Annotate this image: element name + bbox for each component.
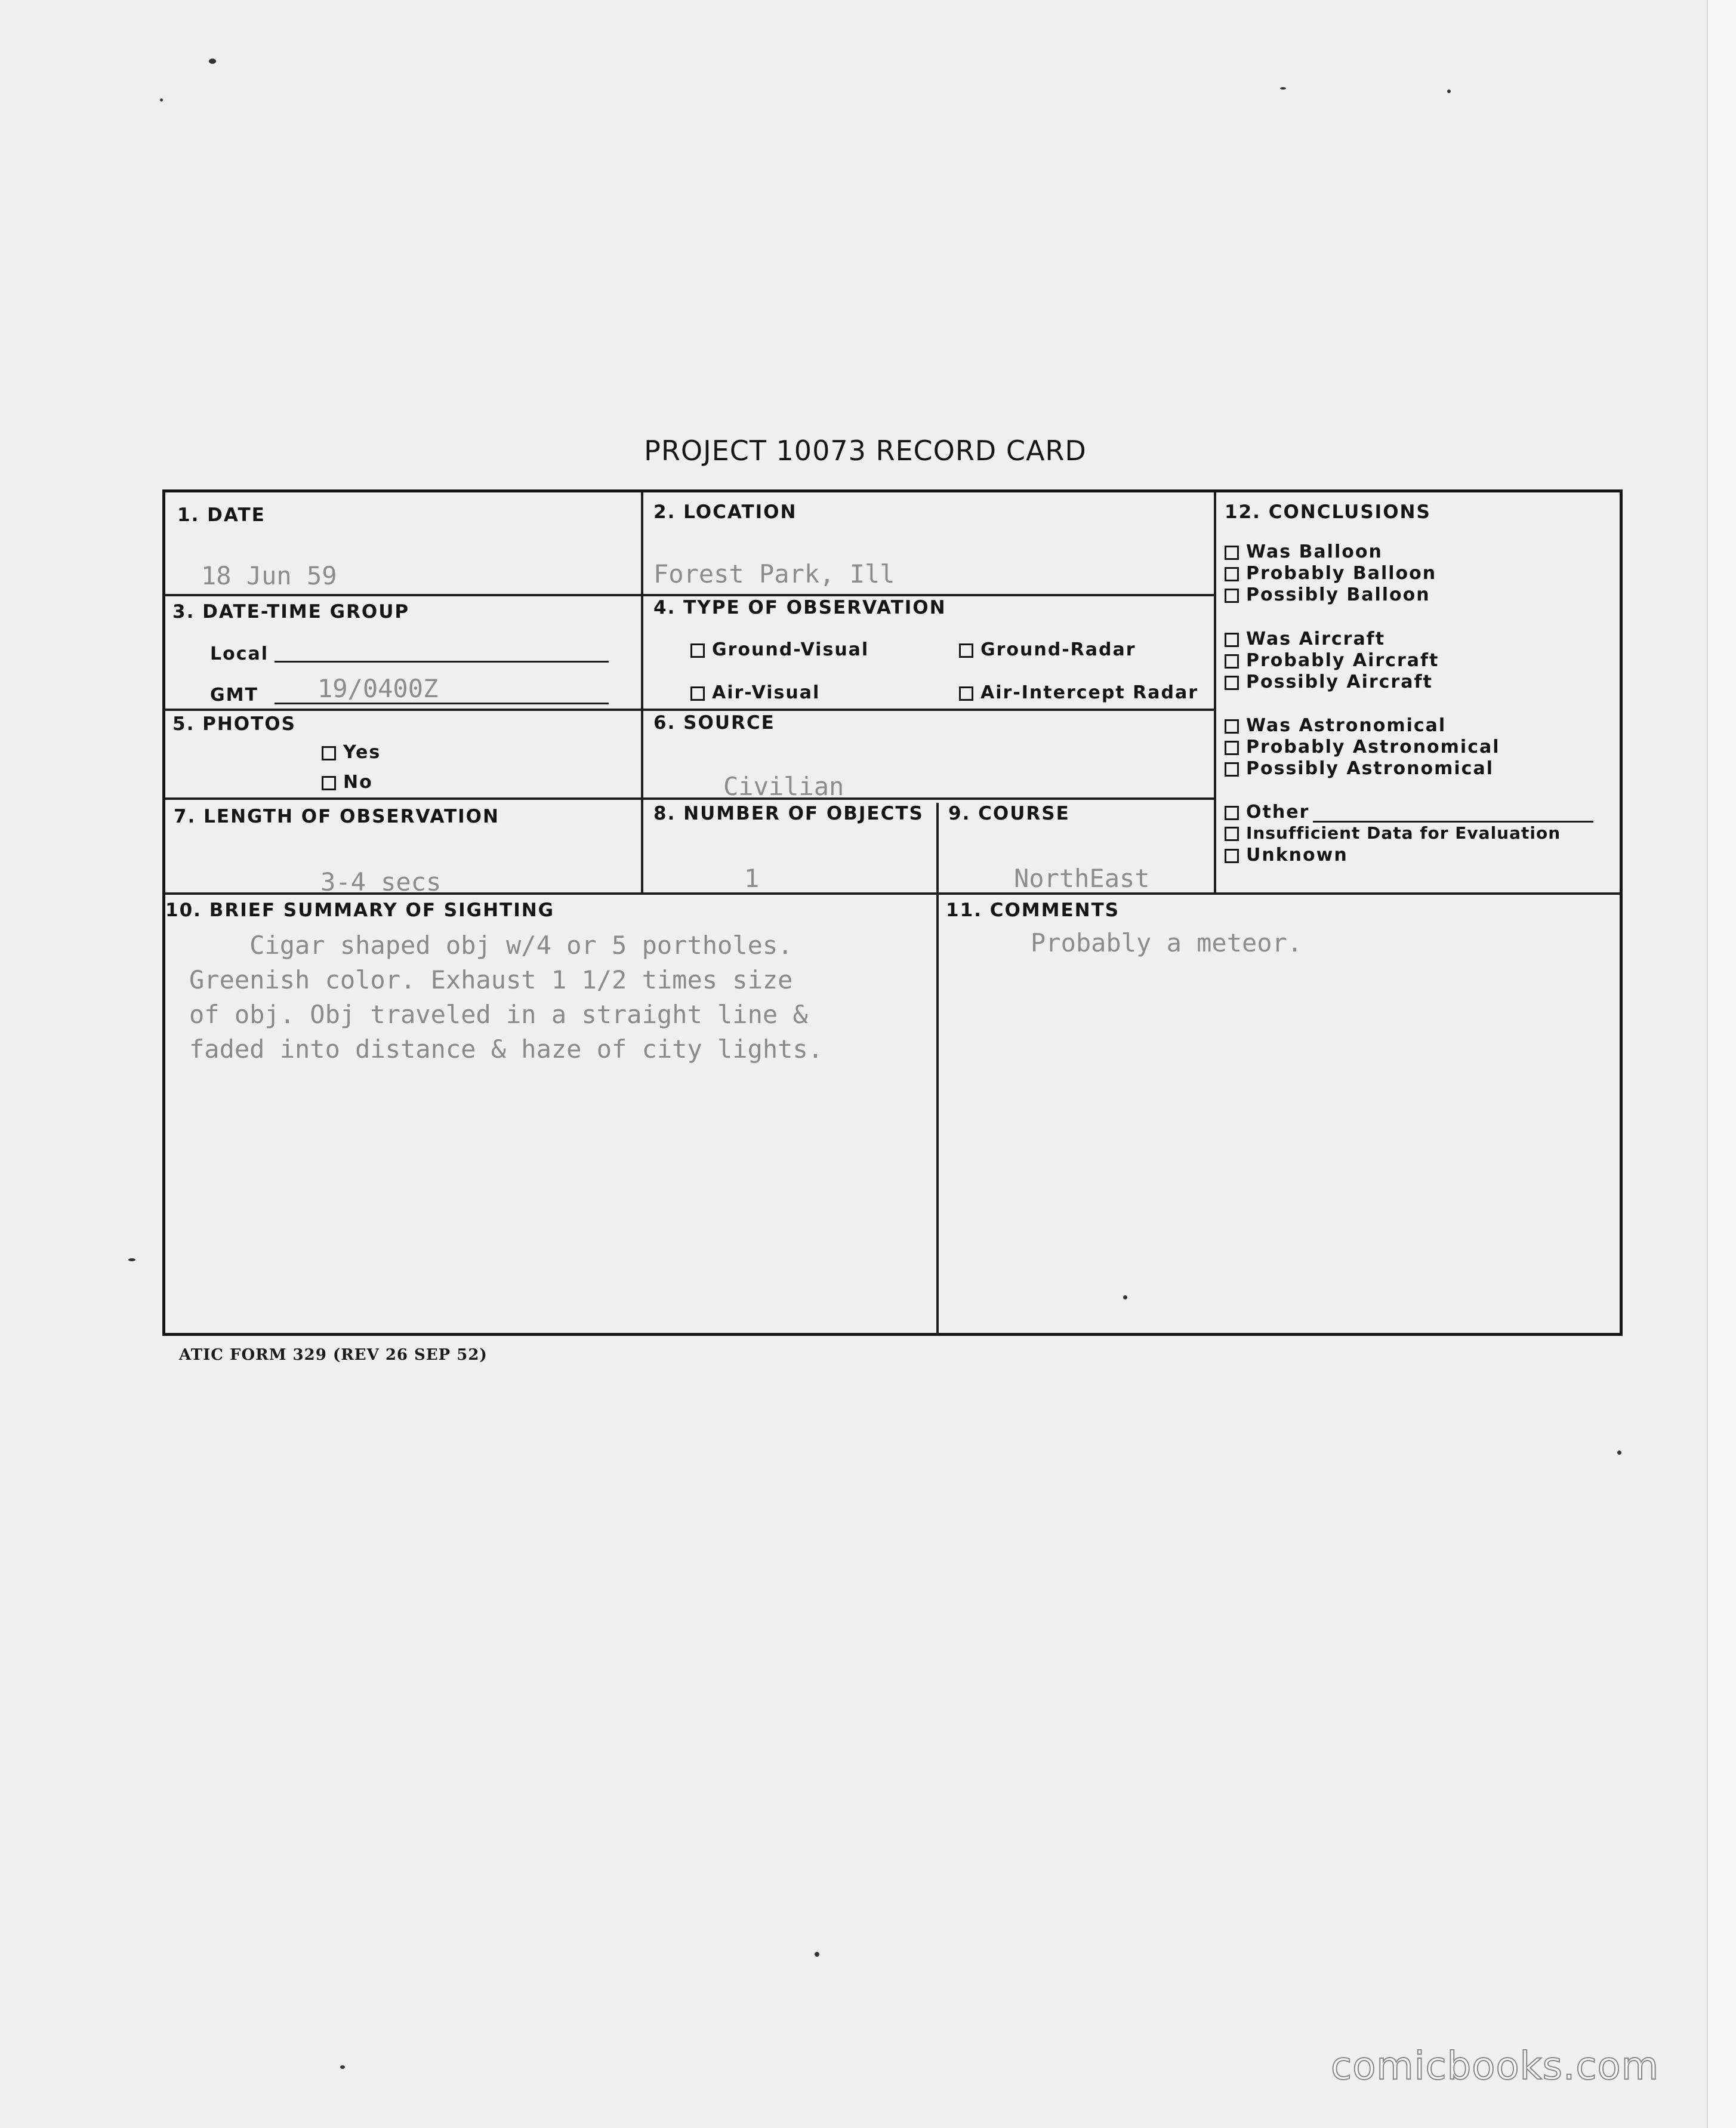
- speck: [815, 1952, 819, 1957]
- location-value: Forest Park, Ill: [653, 559, 895, 589]
- date-value: 18 Jun 59: [201, 561, 337, 590]
- gmt-label: GMT: [210, 685, 258, 706]
- source-value: Civilian: [723, 772, 844, 801]
- conclusion-option[interactable]: [1225, 737, 1500, 758]
- option-label: Insufficient Data for Evaluation: [1246, 823, 1561, 843]
- summary-label: 10. BRIEF SUMMARY OF SIGHTING: [165, 900, 555, 921]
- divider-col-1: [641, 492, 643, 893]
- checkbox-icon: [690, 686, 705, 701]
- summary-line: Greenish color. Exhaust 1 1/2 times size: [189, 965, 793, 994]
- course-label: 9. COURSE: [948, 803, 1070, 824]
- divider-row-2: [165, 709, 1214, 711]
- other-line: [1313, 821, 1593, 823]
- course-value: NorthEast: [1014, 864, 1150, 893]
- type-obs-option[interactable]: [959, 682, 1198, 703]
- speck: [1447, 90, 1451, 93]
- checkbox-icon: [1225, 654, 1239, 669]
- option-label: Air-Visual: [712, 682, 821, 703]
- checkbox-icon: [959, 686, 973, 701]
- option-label: Possibly Balloon: [1246, 584, 1430, 605]
- checkbox-icon: [1225, 589, 1239, 603]
- conclusion-option[interactable]: [1225, 715, 1500, 737]
- option-label: Air-Intercept Radar: [980, 682, 1198, 703]
- conclusions-label: 12. CONCLUSIONS: [1225, 501, 1431, 523]
- option-label: No: [343, 772, 373, 793]
- checkbox-icon: [322, 776, 336, 790]
- photos-label: 5. PHOTOS: [172, 713, 296, 735]
- photos-option[interactable]: [322, 742, 381, 763]
- option-label: Probably Astronomical: [1246, 737, 1500, 757]
- conclusions-group-other: [1225, 802, 1593, 866]
- type-obs-option[interactable]: [959, 639, 1136, 660]
- date-label: 1. DATE: [177, 504, 266, 526]
- conclusions-group-astronomical: [1225, 715, 1500, 780]
- conclusion-option[interactable]: [1225, 802, 1593, 823]
- conclusions-group-balloon: [1225, 541, 1436, 606]
- scan-edge: [1707, 0, 1736, 2128]
- speck: [340, 2065, 345, 2069]
- divider-row-1: [165, 594, 1214, 596]
- option-label: Possibly Aircraft: [1246, 672, 1433, 692]
- checkbox-icon: [1225, 827, 1239, 841]
- watermark-logo: comicbooks.com: [1331, 2044, 1660, 2089]
- conclusion-option[interactable]: [1225, 672, 1439, 693]
- checkbox-icon: [959, 643, 973, 658]
- conclusion-option[interactable]: [1225, 584, 1436, 606]
- conclusion-option[interactable]: [1225, 758, 1500, 780]
- conclusion-option[interactable]: [1225, 541, 1436, 563]
- summary-line: Cigar shaped obj w/4 or 5 portholes.: [189, 931, 793, 960]
- option-label: Probably Balloon: [1246, 563, 1437, 584]
- checkbox-icon: [322, 746, 336, 760]
- num-objects-value: 1: [744, 864, 760, 893]
- checkbox-icon: [1225, 806, 1239, 820]
- option-label: Was Aircraft: [1246, 629, 1386, 649]
- divider-row-3: [165, 797, 1214, 800]
- type-obs-option[interactable]: [690, 682, 820, 703]
- checkbox-icon: [1225, 546, 1239, 560]
- speck: [128, 1258, 135, 1261]
- checkbox-icon: [1225, 676, 1239, 690]
- option-label: Ground-Visual: [712, 639, 869, 660]
- type-obs-label: 4. TYPE OF OBSERVATION: [653, 597, 946, 618]
- option-label: Other: [1246, 802, 1310, 823]
- length-label: 7. LENGTH OF OBSERVATION: [174, 806, 499, 827]
- local-line: [275, 661, 609, 663]
- num-objects-label: 8. NUMBER OF OBJECTS: [653, 803, 924, 824]
- record-card: [162, 489, 1623, 1336]
- comments-label: 11. COMMENTS: [946, 900, 1120, 921]
- dtg-label: 3. DATE-TIME GROUP: [172, 601, 410, 623]
- checkbox-icon: [1225, 567, 1239, 581]
- conclusion-option[interactable]: [1225, 845, 1593, 866]
- summary-text: [189, 928, 823, 1067]
- option-label: Was Astronomical: [1246, 715, 1447, 736]
- checkbox-icon: [1225, 762, 1239, 777]
- conclusion-option[interactable]: [1225, 823, 1593, 845]
- speck: [1617, 1451, 1621, 1455]
- checkbox-icon: [1225, 849, 1239, 863]
- gmt-value: 19/0400Z: [317, 674, 439, 703]
- conclusion-option[interactable]: [1225, 629, 1439, 650]
- comments-value: Probably a meteor.: [1031, 928, 1303, 957]
- summary-line: faded into distance & haze of city lights.: [189, 1034, 824, 1064]
- checkbox-icon: [1225, 741, 1239, 755]
- option-label: Ground-Radar: [980, 639, 1136, 660]
- divider-col-2: [1214, 492, 1216, 893]
- checkbox-icon: [1225, 719, 1239, 734]
- form-number: ATIC FORM 329 (REV 26 SEP 52): [179, 1346, 488, 1364]
- card-title: PROJECT 10073 RECORD CARD: [644, 435, 1087, 467]
- conclusion-option[interactable]: [1225, 563, 1436, 584]
- local-label: Local: [210, 643, 269, 664]
- summary-line: of obj. Obj traveled in a straight line &: [189, 1000, 808, 1029]
- option-label: Yes: [343, 742, 381, 763]
- divider-col-9: [936, 803, 939, 1334]
- location-label: 2. LOCATION: [653, 501, 797, 523]
- photos-option[interactable]: [322, 772, 373, 793]
- checkbox-icon: [690, 643, 705, 658]
- speck: [160, 98, 163, 101]
- length-value: 3-4 secs: [320, 867, 442, 897]
- speck: [209, 58, 216, 64]
- checkbox-icon: [1225, 633, 1239, 647]
- type-obs-option[interactable]: [690, 639, 869, 660]
- conclusions-group-aircraft: [1225, 629, 1439, 693]
- conclusion-option[interactable]: [1225, 650, 1439, 672]
- option-label: Possibly Astronomical: [1246, 758, 1494, 779]
- option-label: Probably Aircraft: [1246, 650, 1439, 671]
- speck: [1280, 87, 1286, 90]
- option-label: Was Balloon: [1246, 541, 1383, 562]
- option-label: Unknown: [1246, 845, 1348, 866]
- source-label: 6. SOURCE: [653, 712, 775, 734]
